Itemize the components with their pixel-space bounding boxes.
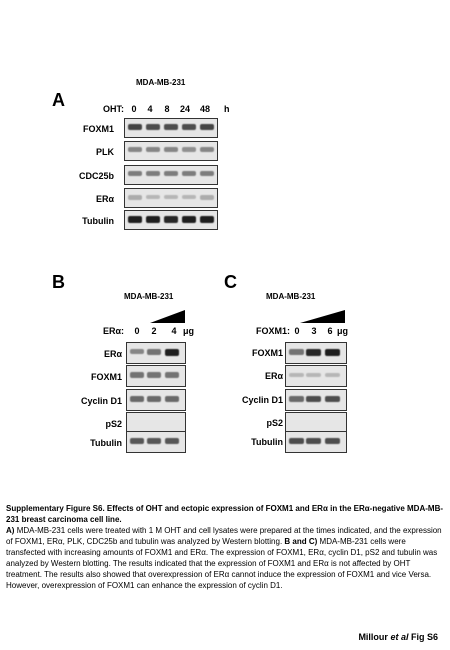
panel_a-band-1-4 xyxy=(200,147,214,152)
figure-footer xyxy=(358,632,438,642)
panel-a-unit: h xyxy=(224,104,230,114)
panel_a-band-0-0 xyxy=(128,124,142,130)
panel_a-band-4-1 xyxy=(146,216,160,223)
panel_a-band-1-1 xyxy=(146,147,160,152)
panel-a-letter: A xyxy=(52,90,65,110)
panel_b-lane-label-3: pS2 xyxy=(105,419,122,429)
panel_b-blot-4 xyxy=(126,431,186,453)
panel_a-band-0-1 xyxy=(146,124,160,130)
panel_a-col-4: 48 xyxy=(199,104,210,114)
panel_a-band-0-4 xyxy=(200,124,214,130)
panel_a-band-0-3 xyxy=(182,124,196,130)
panel_a-band-4-0 xyxy=(128,216,142,223)
figure-caption xyxy=(6,503,444,591)
panel_c-lane-label-1: ERα xyxy=(264,371,283,381)
panel_a-band-0-2 xyxy=(164,124,178,130)
footer-etal: et al xyxy=(390,632,409,642)
panel_a-band-2-1 xyxy=(146,171,160,176)
panel_a-blot-3 xyxy=(124,188,218,208)
panel_b-lane-label-4: Tubulin xyxy=(90,438,122,448)
panel_a-band-4-2 xyxy=(164,216,178,223)
panel_a-blot-0 xyxy=(124,118,218,138)
caption-bc-label: B and C) xyxy=(284,537,318,546)
panel_b-band-4-2 xyxy=(165,438,179,444)
panel_c-band-0-2 xyxy=(325,349,340,356)
caption-a-text: MDA-MB-231 cells were treated with 1 M OHT and cell lysates were prepared at the times indicated, and the expression of FOXM1, ERα, PLK, CDC25b and tubulin was analyzed by Western blotting. xyxy=(6,526,442,546)
panel_a-col-2: 8 xyxy=(164,104,170,114)
panel_a-lane-label-2: CDC25b xyxy=(78,171,114,181)
panel_c-band-4-1 xyxy=(306,438,321,444)
panel_c-col-0: 0 xyxy=(294,326,300,336)
panel_a-band-3-1 xyxy=(146,195,160,199)
panel_a-band-2-0 xyxy=(128,171,142,176)
panel-b-treatment-label: ERα: xyxy=(102,326,124,336)
panel_a-col-0: 0 xyxy=(131,104,137,114)
panel_b-lane-label-0: ERα xyxy=(103,349,122,359)
panel_a-lane-label-0: FOXM1 xyxy=(82,124,114,134)
panel_c-band-1-2 xyxy=(325,373,340,377)
panel_a-band-2-3 xyxy=(182,171,196,176)
panel-c-unit: μg xyxy=(337,326,349,336)
panel_a-blot-4 xyxy=(124,210,218,230)
panel-c-dose-wedge xyxy=(300,310,346,324)
panel_a-col-1: 4 xyxy=(147,104,153,114)
panel-c-letter: C xyxy=(224,272,237,292)
panel_c-band-4-2 xyxy=(325,438,340,444)
panel_c-lane-label-4: Tubulin xyxy=(251,437,283,447)
panel_c-band-2-1 xyxy=(306,396,321,402)
panel-b-letter: B xyxy=(52,272,65,292)
panel_b-band-0-0 xyxy=(130,349,144,354)
panel_b-lane-label-2: Cyclin D1 xyxy=(80,396,122,406)
panel_a-band-4-3 xyxy=(182,216,196,223)
panel_c-lane-label-0: FOXM1 xyxy=(251,348,283,358)
panel_b-band-1-0 xyxy=(130,372,144,378)
panel_a-lane-label-4: Tubulin xyxy=(82,216,114,226)
panel_b-col-1: 2 xyxy=(151,326,157,336)
panel_b-blot-2 xyxy=(126,389,186,411)
panel_a-band-3-4 xyxy=(200,195,214,200)
caption-a-label: A) xyxy=(6,526,15,535)
panel-b-unit: μg xyxy=(183,326,195,336)
caption-bc-text: MDA-MB-231 cells were transfected with increasing amounts of FOXM1 and ERα. The expression of FOXM1, ERα, cyclin D1, pS2 and tubulin was analyzed by Western blotting. The results indicated that the expression of FOXM1 and ERα is not affected by OHT treatment. The results also showed that overexpression of ERα cannot induce the expression of FOXM1 and vice Versa. However, overexpression of FOXM1 can enhance the expression of cyclin D1. xyxy=(6,537,438,590)
panel_b-lane-label-1: FOXM1 xyxy=(90,372,122,382)
panel_a-lane-label-3: ERα xyxy=(95,194,114,204)
panel-c-cell-line: MDA-MB-231 xyxy=(266,292,316,301)
footer-authors: Millour xyxy=(358,632,388,642)
panel_c-blot-0 xyxy=(285,342,347,364)
panel_c-band-2-2 xyxy=(325,396,340,402)
panel_a-band-3-3 xyxy=(182,195,196,199)
panel_a-lane-label-1: PLK xyxy=(96,147,114,157)
panel_b-band-2-1 xyxy=(147,396,161,402)
panel_c-col-1: 3 xyxy=(311,326,317,336)
panel_b-blot-0 xyxy=(126,342,186,364)
panel_a-col-3: 24 xyxy=(179,104,190,114)
panel-c-treatment-label: FOXM1: xyxy=(255,326,290,336)
footer-fig: Fig S6 xyxy=(410,632,438,642)
panel_a-blot-1 xyxy=(124,141,218,161)
panel_b-band-2-0 xyxy=(130,396,144,402)
panel_a-band-2-4 xyxy=(200,171,214,176)
panel_b-band-0-1 xyxy=(147,349,161,355)
panel_b-band-1-1 xyxy=(147,372,161,378)
panel_c-band-1-1 xyxy=(306,373,321,377)
panel-b-dose-wedge xyxy=(150,310,186,324)
caption-body xyxy=(6,525,444,591)
panel_c-band-4-0 xyxy=(289,438,304,444)
panel_c-band-0-1 xyxy=(306,349,321,356)
panel_c-blot-1 xyxy=(285,365,347,387)
panel_a-band-1-0 xyxy=(128,147,142,152)
panel_a-band-1-2 xyxy=(164,147,178,152)
panel_c-band-0-0 xyxy=(289,349,304,355)
panel_b-band-1-2 xyxy=(165,372,179,378)
panel_b-blot-1 xyxy=(126,365,186,387)
panel_a-band-4-4 xyxy=(200,216,214,223)
panel_c-col-2: 6 xyxy=(327,326,333,336)
panel_a-blot-2 xyxy=(124,165,218,185)
panel_c-lane-label-2: Cyclin D1 xyxy=(241,395,283,405)
panel_a-band-2-2 xyxy=(164,171,178,176)
panel_c-lane-label-3: pS2 xyxy=(266,418,283,428)
panel_a-band-3-0 xyxy=(128,195,142,200)
panel_c-blot-2 xyxy=(285,389,347,411)
panel_b-col-2: 4 xyxy=(171,326,177,336)
panel_c-band-2-0 xyxy=(289,396,304,402)
panel_b-col-0: 0 xyxy=(134,326,140,336)
panel_c-band-1-0 xyxy=(289,373,304,377)
caption-title: Supplementary Figure S6. Effects of OHT and ectopic expression of FOXM1 and ERα in the ERα-negative MDA-MB-231 breast carcinoma cell line. xyxy=(6,504,444,524)
panel_b-band-2-2 xyxy=(165,396,179,402)
panel_b-band-4-0 xyxy=(130,438,144,444)
panel_a-band-3-2 xyxy=(164,195,178,199)
panel-a-treatment-label: OHT: xyxy=(103,104,124,114)
panel-a-cell-line: MDA-MB-231 xyxy=(136,78,186,87)
panel_b-band-4-1 xyxy=(147,438,161,444)
panel_b-band-0-2 xyxy=(165,349,179,356)
panel-b-cell-line: MDA-MB-231 xyxy=(124,292,174,301)
panel_a-band-1-3 xyxy=(182,147,196,152)
panel_c-blot-4 xyxy=(285,431,347,453)
